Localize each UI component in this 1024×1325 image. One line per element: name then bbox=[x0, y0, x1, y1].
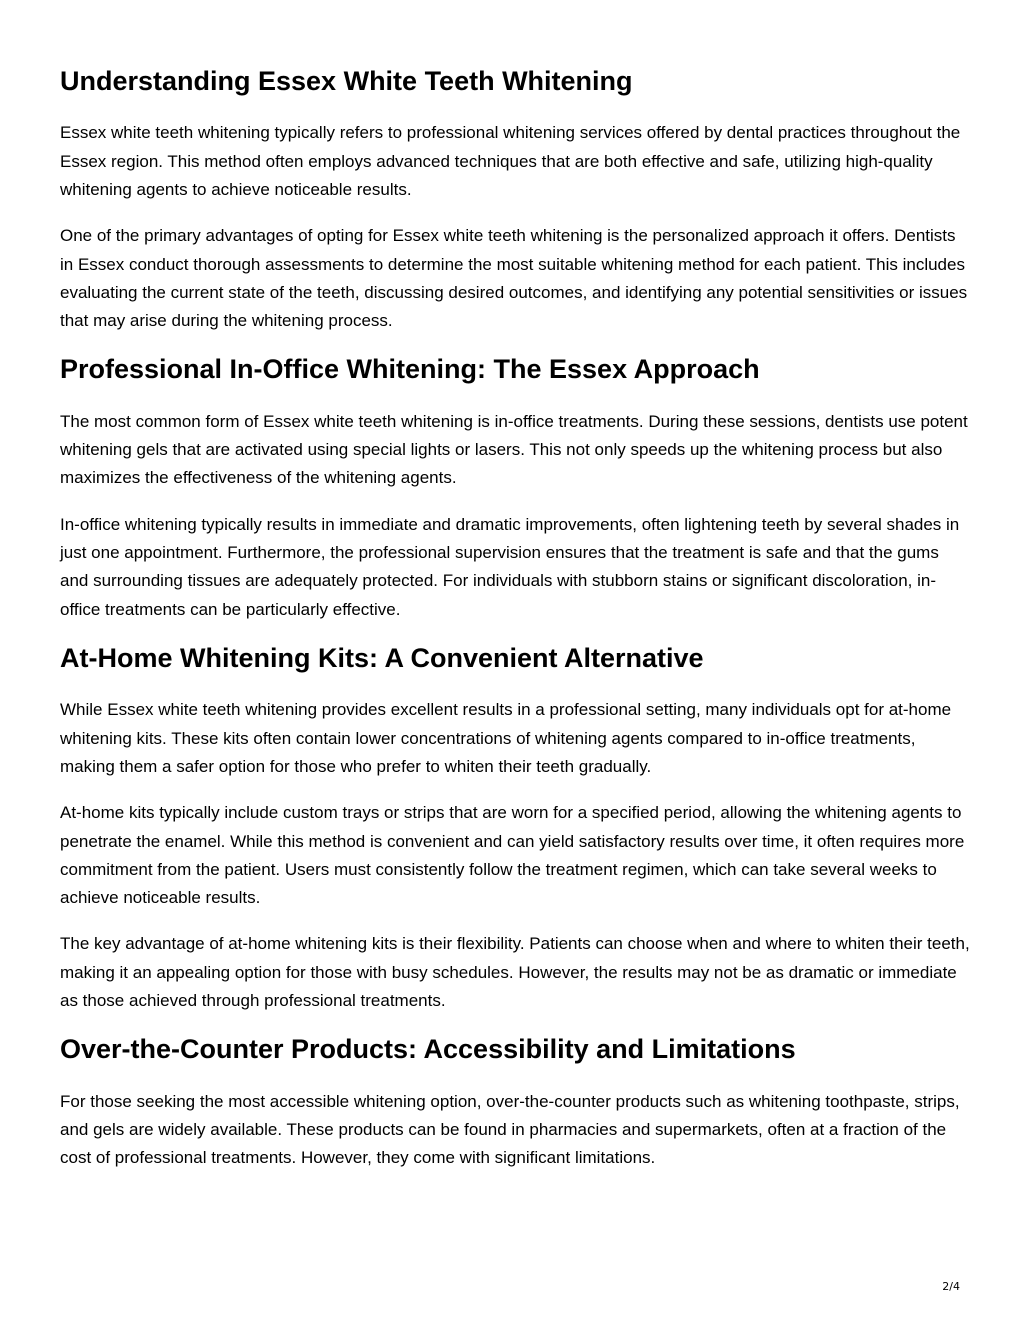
paragraph: In-office whitening typically results in immediate and dramatic improvements, often lightening teeth by several shades in just one appointment. Furthermore, the professional supervision ensures that the treatment is safe and that the gums and surrounding tissues are adequately protected. For individuals with stubborn stains or significant discoloration, in-office treatments can be particularly effective. bbox=[60, 514, 960, 619]
section-over-the-counter bbox=[60, 1033, 970, 1172]
section-at-home bbox=[60, 642, 970, 1015]
paragraph: The most common form of Essex white teeth whitening is in-office treatments. During these sessions, dentists use potent whitening gels that are activated using special lights or lasers. This not only speeds up the whitening process but also maximizes the effectiveness of the whitening agents. bbox=[60, 411, 968, 488]
paragraph: One of the primary advantages of opting for Essex white teeth whitening is the personalized approach it offers. Dentists in Essex conduct thorough assessments to determine the most suitable whitening method for each patient. This includes evaluating the current state of the teeth, discussing desired outcomes, and identifying any potential sensitivities or issues that may arise during the whitening process. bbox=[60, 226, 968, 331]
paragraph: Essex white teeth whitening typically refers to professional whitening services offered by dental practices throughout the Essex region. This method often employs advanced techniques that are both effective and safe, utilizing high-quality whitening agents to achieve noticeable results. bbox=[60, 123, 961, 199]
section-heading: Professional In-Office Whitening: The Essex Approach bbox=[60, 354, 760, 385]
paragraph: The key advantage of at-home whitening kits is their flexibility. Patients can choose when and where to whiten their teeth, making it an appealing option for those with busy schedules. However, the results may not be as dramatic or immediate as those achieved through professional treatments. bbox=[60, 934, 970, 1010]
paragraph: While Essex white teeth whitening provides excellent results in a professional setting, many individuals opt for at-home whitening kits. These kits often contain lower concentrations of whitening agents compared to in-office treatments, making them a safer option for those who prefer to whiten their teeth gradually. bbox=[60, 700, 952, 776]
page-number: 2/4 bbox=[942, 1280, 960, 1293]
document-page bbox=[60, 65, 970, 1191]
section-heading: Over-the-Counter Products: Accessibility and Limitations bbox=[60, 1034, 796, 1065]
section-in-office bbox=[60, 353, 970, 623]
paragraph: At-home kits typically include custom trays or strips that are worn for a specified period, allowing the whitening agents to penetrate the enamel. While this method is convenient and can yield satisfactory results over time, it often requires more commitment from the patient. Users must consistently follow the treatment regimen, which can take several weeks to achieve noticeable results. bbox=[60, 803, 965, 908]
section-heading: Understanding Essex White Teeth Whitening bbox=[60, 66, 633, 96]
section-heading: At-Home Whitening Kits: A Convenient Alternative bbox=[60, 642, 704, 673]
paragraph: For those seeking the most accessible whitening option, over-the-counter products such as whitening toothpaste, strips, and gels are widely available. These products can be found in pharmacies and supermarkets, often at a fraction of the cost of professional treatments. However, they come with significant limitations. bbox=[60, 1091, 960, 1168]
section-understanding bbox=[60, 65, 970, 335]
